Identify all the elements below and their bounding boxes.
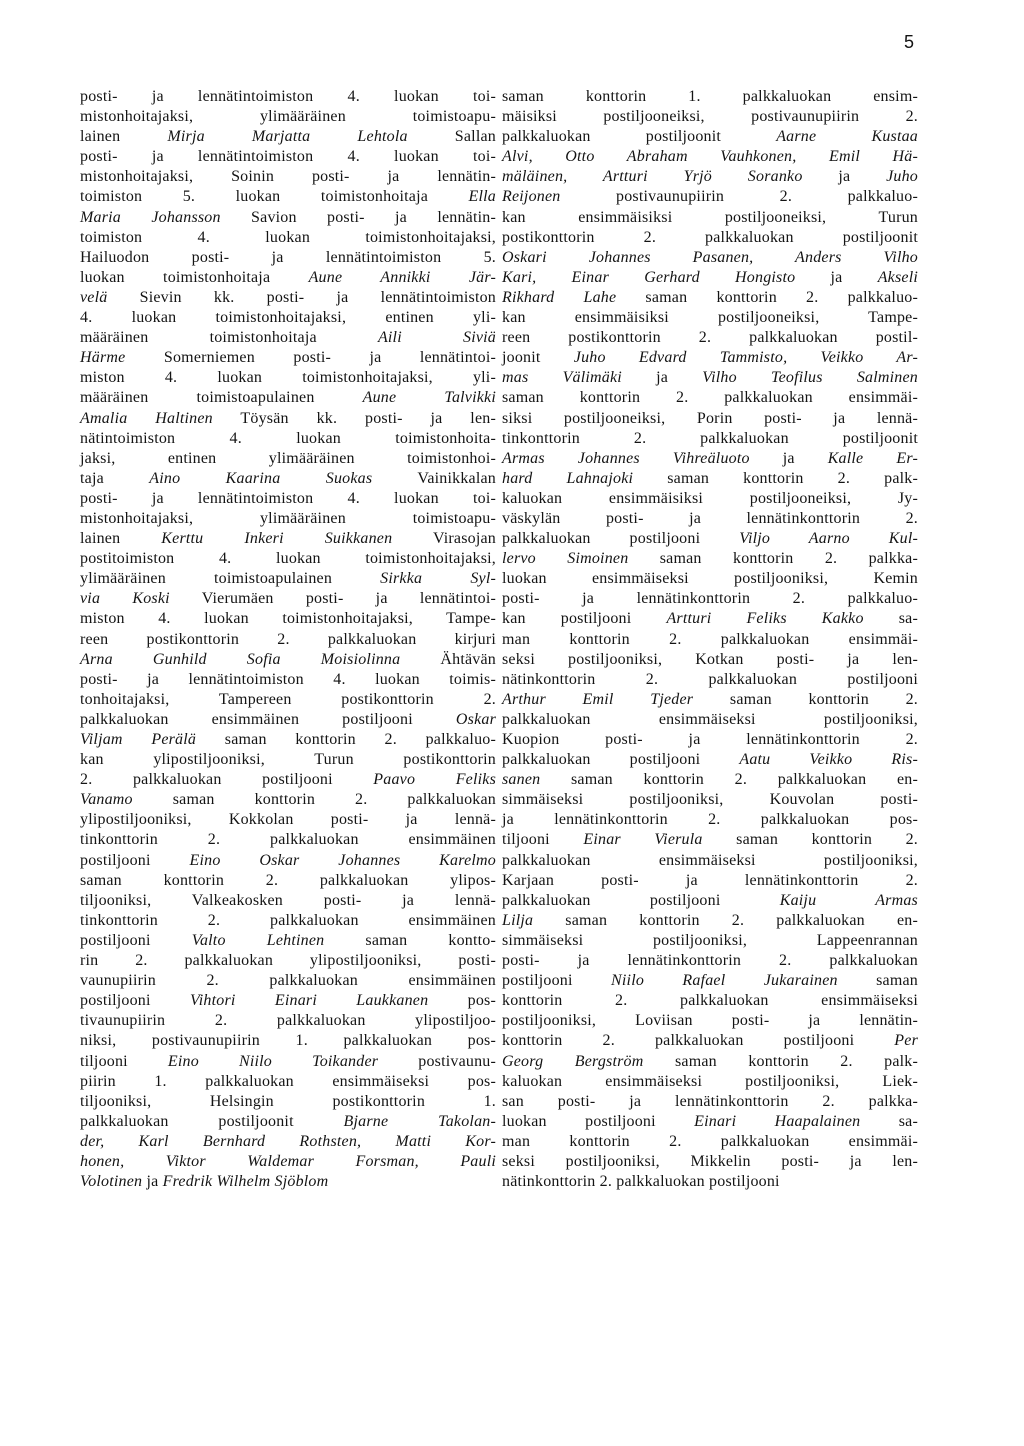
person-name: honen, Viktor Waldemar Forsman, Pauli	[80, 1152, 496, 1170]
person-name: Reijonen	[502, 188, 561, 206]
text-run: vaunupiirin 2. palkkaluokan ensimmäinen	[80, 972, 496, 990]
text-run: posti- ja lennätinkonttorin 2. palkkaluo-	[502, 590, 918, 608]
text-line	[80, 710, 496, 730]
text-line	[502, 187, 918, 207]
text-run: Hailuodon posti- ja lennätintoimiston 5.	[80, 248, 496, 266]
person-name: Arna Gunhild Sofia Moisiolinna	[80, 650, 401, 668]
text-run: konttorin 2. palkkaluokan ensimmäiseksi	[502, 992, 918, 1010]
text-run: ylimääräinen toimistoapulainen	[80, 570, 381, 588]
text-run: saman konttorin 2.	[693, 690, 919, 708]
text-run: pos-	[428, 992, 496, 1010]
text-line	[80, 388, 496, 408]
person-name: sanen	[502, 771, 541, 789]
text-line	[502, 1152, 918, 1172]
text-line	[80, 167, 496, 187]
person-name: Niilo Rafael Jukarainen	[611, 972, 838, 990]
text-line	[80, 810, 496, 830]
person-name: velä	[80, 288, 108, 306]
text-run: jaksi, entinen ylimääräinen toimistonhoi-	[80, 449, 496, 467]
person-name: Artturi Feliks Kakko	[666, 610, 864, 628]
text-line	[502, 348, 918, 368]
text-run: man konttorin 2. palkkaluokan ensimmäi-	[502, 630, 918, 648]
text-run: Sallan	[407, 128, 496, 146]
text-run: kan postiljooni	[502, 610, 667, 628]
text-line	[80, 1132, 496, 1152]
text-line	[502, 489, 918, 509]
text-run: tiljooni	[502, 831, 584, 849]
text-run: nätintoimiston 4. luokan toimistonhoita-	[80, 429, 496, 447]
text-run: toimiston 4. luokan toimistonhoitajaksi,	[80, 228, 496, 246]
text-run: saman konttorin 2. palkkaluokan en-	[533, 911, 918, 929]
text-run: kaluokan ensimmäisiksi postiljooneiksi, Jy-	[502, 489, 918, 507]
text-line	[80, 589, 496, 609]
text-line	[502, 308, 918, 328]
text-line	[80, 87, 496, 107]
text-line	[80, 248, 496, 268]
text-line	[80, 208, 496, 228]
text-line	[502, 147, 918, 167]
text-line	[80, 288, 496, 308]
text-run: postiljooni	[80, 992, 190, 1010]
text-line	[502, 750, 918, 770]
text-line	[502, 991, 918, 1011]
person-name: Bjarne Takolan-	[343, 1112, 496, 1130]
text-line	[502, 1092, 918, 1112]
text-line	[80, 690, 496, 710]
text-run: ja	[795, 268, 878, 286]
text-line	[80, 609, 496, 629]
text-run: Karjaan posti- ja lennätinkonttorin 2.	[502, 871, 918, 889]
person-name: Mirja Marjatta Lehtola	[167, 128, 408, 146]
text-run: ja	[621, 369, 703, 387]
text-run: konttorin 2. palkkaluokan postiljooni	[502, 1032, 895, 1050]
text-line	[502, 690, 918, 710]
text-line	[80, 107, 496, 127]
text-run: saman konttorin 2. palkka-	[628, 550, 918, 568]
text-run: postivaunu-	[378, 1052, 497, 1070]
person-name: Rikhard Lahe	[502, 288, 617, 306]
text-line	[80, 871, 496, 891]
text-run: mistonhoitajaksi, ylimääräinen toimistoapu-	[80, 108, 496, 126]
text-run: Kuopion posti- ja lennätinkonttorin 2.	[502, 731, 918, 748]
text-line	[80, 1011, 496, 1031]
text-run: toimiston 5. luokan toimistonhoitaja	[80, 188, 469, 206]
text-line	[80, 830, 496, 850]
text-run: tiljooniksi, Helsingin postikonttorin 1.	[80, 1092, 496, 1110]
text-line	[502, 87, 918, 107]
person-name: Alvi, Otto Abraham Vauhkonen, Emil Hä-	[502, 148, 918, 166]
text-run: lainen	[80, 128, 168, 146]
text-line	[80, 630, 496, 650]
text-run: posti- ja lennätintoimiston 4. luokan toimis-	[80, 670, 496, 688]
text-run: san posti- ja lennätinkonttorin 2. palkka-	[502, 1092, 918, 1110]
text-run: luokan postiljooni	[502, 1112, 695, 1130]
person-name: Ella	[468, 188, 496, 206]
person-name: lervo Simoinen	[502, 550, 629, 568]
text-line	[502, 710, 918, 730]
text-run: kan ensimmäisiksi postiljooneiksi, Turun	[502, 208, 918, 226]
text-run: tivaunupiirin 2. palkkaluokan ylipostiljoo-	[80, 1012, 496, 1030]
person-name: Kerttu Inkeri Suikkanen	[161, 530, 393, 548]
text-run: saman konttorin 2. palkkaluo-	[616, 288, 918, 306]
text-line	[502, 871, 918, 891]
text-line	[80, 187, 496, 207]
text-line	[502, 770, 918, 790]
text-line	[502, 911, 918, 931]
text-run: väskylän posti- ja lennätinkonttorin 2.	[502, 509, 918, 527]
text-line	[80, 469, 496, 489]
text-run: siksi postiljooneiksi, Porin posti- ja lennä-	[502, 409, 918, 427]
text-line	[502, 509, 918, 529]
text-line	[80, 409, 496, 429]
person-name: Aune Annikki Jär-	[308, 268, 496, 286]
person-name: Paavo Feliks	[373, 771, 496, 789]
text-line	[502, 268, 918, 288]
text-run: Sievin kk. posti- ja lennätintoimiston	[107, 288, 496, 306]
person-name: Armas Johannes Vihreäluoto	[502, 449, 750, 467]
person-name: Kaiju Armas	[779, 891, 918, 909]
text-run: postiljooni	[502, 972, 612, 990]
text-line	[502, 730, 918, 750]
text-run: tinkonttorin 2. palkkaluokan ensimmäinen	[80, 831, 496, 849]
text-run: postivaunupiirin 2. palkkaluo-	[560, 188, 918, 206]
person-name: hard Lahnajoki	[502, 469, 634, 487]
text-run: tonhoitajaksi, Tampereen postikonttorin 2.	[80, 690, 496, 708]
text-line	[80, 549, 496, 569]
text-run: mistonhoitajaksi, Soinin posti- ja lennätin-	[80, 168, 496, 186]
right-column	[502, 87, 918, 1192]
person-name: Juho Edvard Tammisto, Veikko Ar-	[573, 349, 918, 367]
person-name: Juho	[886, 168, 918, 186]
text-run: Somerniemen posti- ja lennätintoi-	[125, 349, 496, 367]
text-run: taja	[80, 469, 150, 487]
text-line	[80, 1031, 496, 1051]
text-line	[80, 670, 496, 690]
person-name: Härme	[80, 349, 126, 367]
text-line	[80, 529, 496, 549]
text-line	[80, 348, 496, 368]
text-line	[502, 549, 918, 569]
text-line	[502, 951, 918, 971]
text-run: 2. palkkaluokan postiljooni	[80, 771, 374, 789]
text-run: palkkaluokan ensimmäinen postiljooni	[80, 710, 456, 728]
text-line	[80, 770, 496, 790]
person-name: Einari Haapalainen	[694, 1112, 861, 1130]
text-line	[80, 891, 496, 911]
person-name: Viljam Perälä	[80, 731, 197, 748]
text-run: Vierumäen posti- ja lennätintoi-	[169, 590, 496, 608]
text-line	[80, 1152, 496, 1172]
text-run: tinkonttorin 2. palkkaluokan ensimmäinen	[80, 911, 496, 929]
text-line	[502, 288, 918, 308]
text-run: reen postikonttorin 2. palkkaluokan kirjuri	[80, 630, 496, 648]
text-line	[80, 268, 496, 288]
page-number: 5	[903, 32, 914, 52]
person-name: Vihtori Einari Laukkanen	[190, 992, 429, 1010]
text-line	[80, 368, 496, 388]
text-run: Virasojan	[392, 530, 497, 548]
person-name: Valto Lehtinen	[191, 931, 325, 949]
person-name: Volotinen	[80, 1173, 143, 1191]
text-run: kaluokan ensimmäiseksi postiljooniksi, Liek-	[502, 1072, 918, 1090]
person-name: Eino Oskar Johannes Karelmo	[189, 851, 496, 869]
text-line	[80, 1072, 496, 1092]
text-line	[502, 167, 918, 187]
person-name: Sirkka Syl-	[380, 570, 496, 588]
text-run: sa-	[860, 1112, 918, 1130]
text-run: postiljooniksi, Loviisan posti- ja lennätin-	[502, 1012, 918, 1030]
text-line	[502, 127, 918, 147]
text-line	[80, 308, 496, 328]
text-run: seksi postiljooniksi, Mikkelin posti- ja len-	[502, 1152, 918, 1170]
text-line	[502, 409, 918, 429]
text-run: lainen	[80, 530, 162, 548]
text-line	[502, 328, 918, 348]
left-column	[80, 87, 496, 1192]
text-line	[502, 569, 918, 589]
text-run: nätinkonttorin 2. palkkaluokan postiljooni	[502, 670, 918, 688]
text-line	[80, 429, 496, 449]
person-name: Arthur Emil Tjeder	[502, 690, 694, 708]
text-run: määräinen toimistonhoitaja	[80, 329, 378, 347]
text-line	[502, 1011, 918, 1031]
text-line	[80, 931, 496, 951]
text-line	[502, 1132, 918, 1152]
text-line	[502, 650, 918, 670]
person-name: Maria Johansson	[80, 208, 221, 226]
person-name: Vilho Teofilus Salminen	[702, 369, 919, 387]
text-run: ylipostiljooniksi, Kokkolan posti- ja lennä-	[80, 811, 496, 829]
text-line	[502, 670, 918, 690]
text-line	[502, 810, 918, 830]
text-run: tiljooni	[80, 1052, 168, 1070]
text-line	[80, 790, 496, 810]
text-line	[80, 449, 496, 469]
text-run: saman konttorin 1. palkkaluokan ensim-	[502, 88, 918, 105]
text-run: posti- ja lennätintoimiston 4. luokan toi-	[80, 88, 496, 105]
text-run: ja	[802, 168, 887, 186]
text-run: postitoimiston 4. luokan toimistonhoitajaksi,	[80, 550, 496, 568]
text-run: Savion posti- ja lennätin-	[220, 208, 496, 226]
text-run: sa-	[863, 610, 918, 628]
person-name: mas Välimäki	[502, 369, 622, 387]
person-name: Eino Niilo Toikander	[167, 1052, 379, 1070]
text-line	[502, 830, 918, 850]
text-line	[502, 1112, 918, 1132]
person-name: Per	[894, 1032, 918, 1050]
text-run: Vainikkalan	[372, 469, 496, 487]
person-name: mäläinen, Artturi Yrjö Soranko	[502, 168, 803, 186]
text-line	[80, 750, 496, 770]
person-name: Einar Vierula	[583, 831, 703, 849]
text-line	[80, 971, 496, 991]
text-run: postiljooni	[80, 851, 190, 869]
person-name: Aarne Kustaa	[776, 128, 918, 146]
text-run: miston 4. luokan toimistonhoitajaksi, Tampe-	[80, 610, 496, 628]
person-name: Aino Kaarina Suokas	[149, 469, 373, 487]
text-line	[502, 1031, 918, 1051]
person-name: Lilja	[502, 911, 534, 929]
text-run: posti- ja lennätintoimiston 4. luokan toi-	[80, 489, 496, 507]
text-line	[502, 208, 918, 228]
person-name: Aatu Veikko Ris-	[739, 751, 918, 769]
text-run: Töysän kk. posti- ja len-	[212, 409, 496, 427]
text-line	[502, 469, 918, 489]
person-name: Amalia Haltinen	[80, 409, 213, 427]
text-run: posti- ja lennätinkonttorin 2. palkkaluokan	[502, 952, 918, 970]
text-line	[502, 630, 918, 650]
text-run: joonit	[502, 349, 574, 367]
text-line	[80, 991, 496, 1011]
text-run: palkkaluokan ensimmäiseksi postiljooniksi,	[502, 851, 918, 869]
person-name: Akseli	[877, 268, 918, 286]
text-line	[502, 891, 918, 911]
person-name: der, Karl Bernhard Rothsten, Matti Kor-	[80, 1132, 496, 1150]
text-line	[502, 971, 918, 991]
text-run: piirin 1. palkkaluokan ensimmäiseksi pos-	[80, 1072, 496, 1090]
text-run: saman konttorin 2. palkkaluokan	[132, 791, 496, 809]
text-run: rin 2. palkkaluokan ylipostiljooniksi, posti-	[80, 952, 496, 970]
person-name: via Koski	[80, 590, 170, 608]
text-line	[80, 730, 496, 750]
text-line	[502, 1172, 918, 1192]
text-line	[80, 489, 496, 509]
text-line	[502, 790, 918, 810]
text-line	[502, 851, 918, 871]
text-line	[80, 228, 496, 248]
text-run: mäisiksi postiljooneiksi, postivaunupiirin 2.	[502, 108, 918, 126]
person-name: Vanamo	[80, 791, 133, 809]
text-run: saman konttorin 2. palkkaluokan ensimmäi-	[502, 389, 918, 407]
text-line	[80, 509, 496, 529]
text-line	[502, 1052, 918, 1072]
text-line	[502, 931, 918, 951]
text-line	[80, 650, 496, 670]
text-run: palkkaluokan postiljooni	[502, 751, 740, 769]
text-run: ja	[142, 1173, 163, 1191]
text-line	[80, 569, 496, 589]
text-run: man konttorin 2. palkkaluokan ensimmäi-	[502, 1132, 918, 1150]
text-run: reen postikonttorin 2. palkkaluokan postil-	[502, 329, 918, 347]
text-run: palkkaluokan postiljoonit	[502, 128, 777, 146]
text-run: tinkonttorin 2. palkkaluokan postiljoonit	[502, 429, 918, 447]
person-name: Georg Bergström	[502, 1052, 644, 1070]
text-run: palkkaluokan ensimmäiseksi postiljooniksi,	[502, 710, 918, 728]
text-line	[502, 609, 918, 629]
text-line	[502, 449, 918, 469]
text-run: nätinkonttorin 2. palkkaluokan postiljooni	[502, 1173, 780, 1191]
text-line	[80, 911, 496, 931]
text-run: Ähtävän	[400, 650, 496, 668]
text-line	[80, 1092, 496, 1112]
text-line	[80, 328, 496, 348]
text-run: saman konttorin 2. palkkaluokan ylipos-	[80, 871, 496, 889]
text-line	[502, 107, 918, 127]
text-run: mistonhoitajaksi, ylimääräinen toimistoapu-	[80, 509, 496, 527]
text-run: ja lennätinkonttorin 2. palkkaluokan pos-	[502, 811, 918, 829]
text-run: kan ylipostiljooniksi, Turun postikonttorin	[80, 751, 496, 769]
text-line	[80, 851, 496, 871]
text-line	[502, 248, 918, 268]
text-line	[80, 1112, 496, 1132]
text-line	[502, 429, 918, 449]
text-run: palkkaluokan postiljoonit	[80, 1112, 344, 1130]
text-run: postiljooni	[80, 931, 192, 949]
text-run: miston 4. luokan toimistonhoitajaksi, yli-	[80, 369, 496, 387]
text-line	[80, 951, 496, 971]
person-name: Kari, Einar Gerhard Hongisto	[502, 268, 796, 286]
text-line	[502, 388, 918, 408]
text-run: luokan toimistonhoitaja	[80, 268, 309, 286]
text-run: palkkaluokan postiljooni	[502, 891, 780, 909]
text-run: seksi postiljooniksi, Kotkan posti- ja len-	[502, 650, 918, 668]
text-line	[80, 147, 496, 167]
text-run: postikonttorin 2. palkkaluokan postiljoonit	[502, 228, 918, 246]
text-run: kan ensimmäisiksi postiljooneiksi, Tampe-	[502, 309, 918, 327]
person-name: Aili Siviä	[377, 329, 496, 347]
person-name: Aune Talvikki	[362, 389, 496, 407]
person-name: Viljo Aarno Kul-	[739, 530, 918, 548]
text-run: saman konttorin 2.	[702, 831, 918, 849]
text-line	[502, 228, 918, 248]
text-run: tiljooniksi, Valkeakosken posti- ja lennä-	[80, 891, 496, 909]
text-line	[502, 1072, 918, 1092]
text-run: saman	[837, 972, 918, 990]
person-name: Oskari Johannes Pasanen, Anders Vilho	[502, 248, 918, 266]
text-run: simmäiseksi postiljooniksi, Kouvolan posti-	[502, 791, 918, 809]
text-run: niksi, postivaunupiirin 1. palkkaluokan pos-	[80, 1032, 496, 1050]
text-line	[80, 1172, 496, 1192]
text-line	[502, 589, 918, 609]
text-line	[502, 529, 918, 549]
text-line	[80, 1052, 496, 1072]
text-line	[502, 368, 918, 388]
text-run: 4. luokan toimistonhoitajaksi, entinen yli-	[80, 309, 496, 327]
text-run: simmäiseksi postiljooniksi, Lappeenrannan	[502, 931, 918, 949]
person-name: Fredrik Wilhelm Sjöblom	[162, 1173, 329, 1191]
text-run: luokan ensimmäiseksi postiljooniksi, Kemin	[502, 570, 918, 588]
text-run: saman konttorin 2. palkkaluo-	[196, 731, 496, 748]
text-run: posti- ja lennätintoimiston 4. luokan toi-	[80, 148, 496, 166]
text-run: ja	[749, 449, 828, 467]
text-run: määräinen toimistoapulainen	[80, 389, 363, 407]
text-run: saman konttorin 2. palkkaluokan en-	[540, 771, 918, 789]
text-line	[80, 127, 496, 147]
person-name: Kalle Er-	[827, 449, 918, 467]
text-run: palkkaluokan postiljooni	[502, 530, 740, 548]
text-run: saman kontto-	[324, 931, 496, 949]
text-run: saman konttorin 2. palk-	[643, 1052, 918, 1070]
text-run: saman konttorin 2. palk-	[633, 469, 919, 487]
person-name: Oskar	[455, 710, 496, 728]
